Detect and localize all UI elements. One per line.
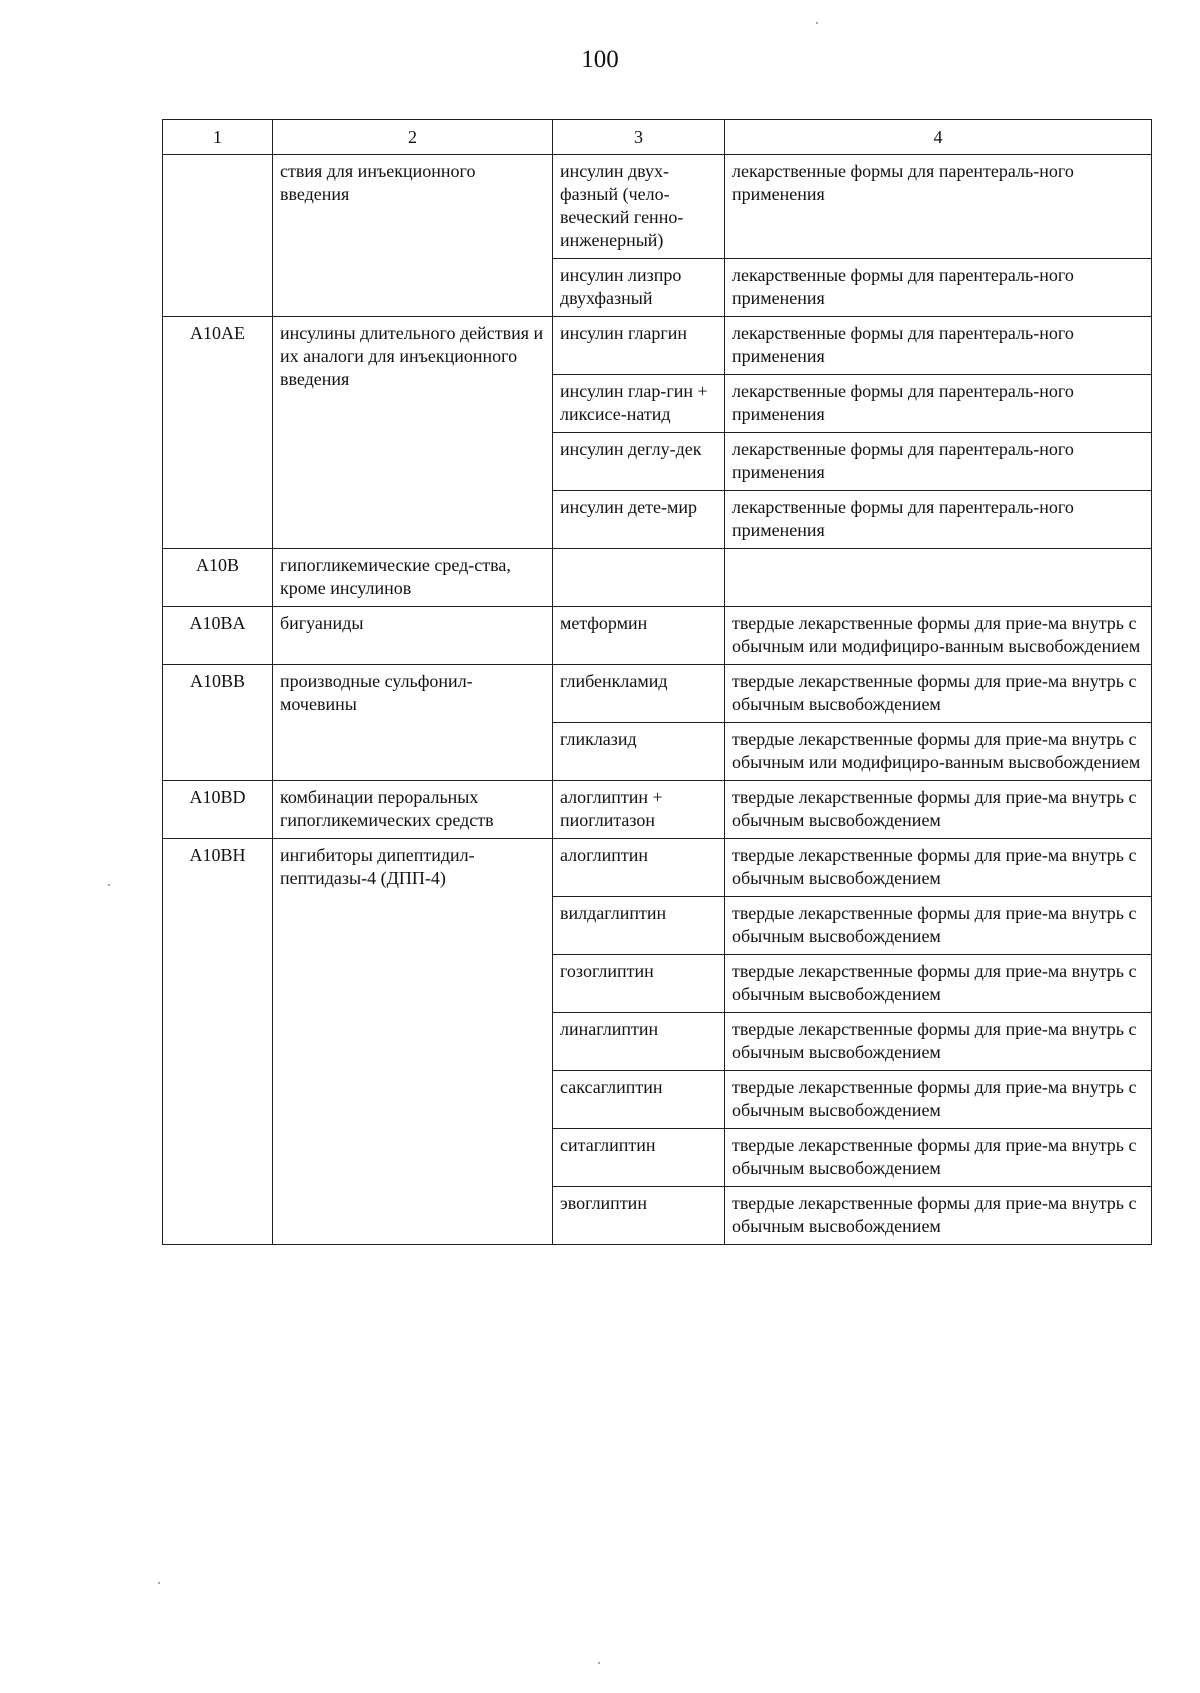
dosage-form-cell: твердые лекарственные формы для прие-ма внутрь с обычным или модифициро-ванным высвобождением [725,607,1152,665]
table-row [163,549,1152,607]
dosage-form-cell: твердые лекарственные формы для прие-ма внутрь с обычным высвобождением [725,955,1152,1013]
dosage-form-cell: твердые лекарственные формы для прие-ма внутрь с обычным высвобождением [725,1129,1152,1187]
scan-speck [108,884,110,886]
drug-name-cell: алоглиптин [553,839,725,897]
table-row [163,607,1152,665]
dosage-form-cell: лекарственные формы для парентераль-ного применения [725,375,1152,433]
page-number: 100 [581,46,619,73]
header-row [163,120,1152,155]
atc-code-cell: A10BB [163,665,273,781]
drug-name-cell: инсулин дете-мир [553,491,725,549]
atc-code-cell [163,155,273,317]
table-row [163,665,1152,723]
drug-name-cell: инсулин лизпро двухфазный [553,259,725,317]
drug-name-cell: глибенкламид [553,665,725,723]
group-name-cell: ствия для инъекционного введения [273,155,553,317]
dosage-form-cell: твердые лекарственные формы для прие-ма внутрь с обычным высвобождением [725,781,1152,839]
drug-name-cell: гозоглиптин [553,955,725,1013]
drug-name-cell: метформин [553,607,725,665]
table-row [163,317,1152,375]
table-header [163,120,1152,155]
dosage-form-cell: лекарственные формы для парентераль-ного применения [725,317,1152,375]
header-col-2: 2 [273,120,553,155]
dosage-form-cell: твердые лекарственные формы для прие-ма внутрь с обычным или модифициро-ванным высвобождением [725,723,1152,781]
drug-name-cell: эвоглиптин [553,1187,725,1245]
table-row [163,155,1152,259]
scan-speck [158,1582,160,1584]
atc-code-cell: A10BD [163,781,273,839]
scan-speck [816,22,818,24]
group-name-cell: инсулины длительного действия и их аналоги для инъекционного введения [273,317,553,549]
dosage-form-cell: твердые лекарственные формы для прие-ма внутрь с обычным высвобождением [725,1187,1152,1245]
dosage-form-cell: твердые лекарственные формы для прие-ма внутрь с обычным высвобождением [725,665,1152,723]
table-body [163,155,1152,1245]
dosage-form-cell: твердые лекарственные формы для прие-ма внутрь с обычным высвобождением [725,1071,1152,1129]
drug-name-cell: гликлазид [553,723,725,781]
drug-name-cell: линаглиптин [553,1013,725,1071]
dosage-form-cell: лекарственные формы для парентераль-ного применения [725,491,1152,549]
drug-name-cell: инсулин деглу-дек [553,433,725,491]
group-name-cell: гипогликемические сред-ства, кроме инсулинов [273,549,553,607]
dosage-form-cell: твердые лекарственные формы для прие-ма внутрь с обычным высвобождением [725,897,1152,955]
header-col-4: 4 [725,120,1152,155]
drug-name-cell: вилдаглиптин [553,897,725,955]
group-name-cell: ингибиторы дипептидил-пептидазы-4 (ДПП-4) [273,839,553,1245]
header-col-3: 3 [553,120,725,155]
atc-drug-table [162,119,1152,1245]
atc-code-cell: A10AE [163,317,273,549]
drug-name-cell: инсулин глар-гин + ликсисе-натид [553,375,725,433]
drug-name-cell: саксаглиптин [553,1071,725,1129]
dosage-form-cell: лекарственные формы для парентераль-ного применения [725,155,1152,259]
drug-name-cell: ситаглиптин [553,1129,725,1187]
dosage-form-cell: лекарственные формы для парентераль-ного применения [725,259,1152,317]
table-row [163,839,1152,897]
group-name-cell: производные сульфонил-мочевины [273,665,553,781]
group-name-cell: бигуаниды [273,607,553,665]
drug-name-cell [553,549,725,607]
drug-name-cell: инсулин двух-фазный (чело-веческий генно-инженерный) [553,155,725,259]
dosage-form-cell: лекарственные формы для парентераль-ного применения [725,433,1152,491]
atc-code-cell: A10B [163,549,273,607]
atc-code-cell: A10BH [163,839,273,1245]
table-row [163,781,1152,839]
dosage-form-cell [725,549,1152,607]
header-col-1: 1 [163,120,273,155]
scan-speck [598,1662,600,1664]
dosage-form-cell: твердые лекарственные формы для прие-ма внутрь с обычным высвобождением [725,1013,1152,1071]
group-name-cell: комбинации пероральных гипогликемических средств [273,781,553,839]
drug-name-cell: алоглиптин + пиоглитазон [553,781,725,839]
atc-code-cell: A10BA [163,607,273,665]
drug-name-cell: инсулин гларгин [553,317,725,375]
dosage-form-cell: твердые лекарственные формы для прие-ма внутрь с обычным высвобождением [725,839,1152,897]
